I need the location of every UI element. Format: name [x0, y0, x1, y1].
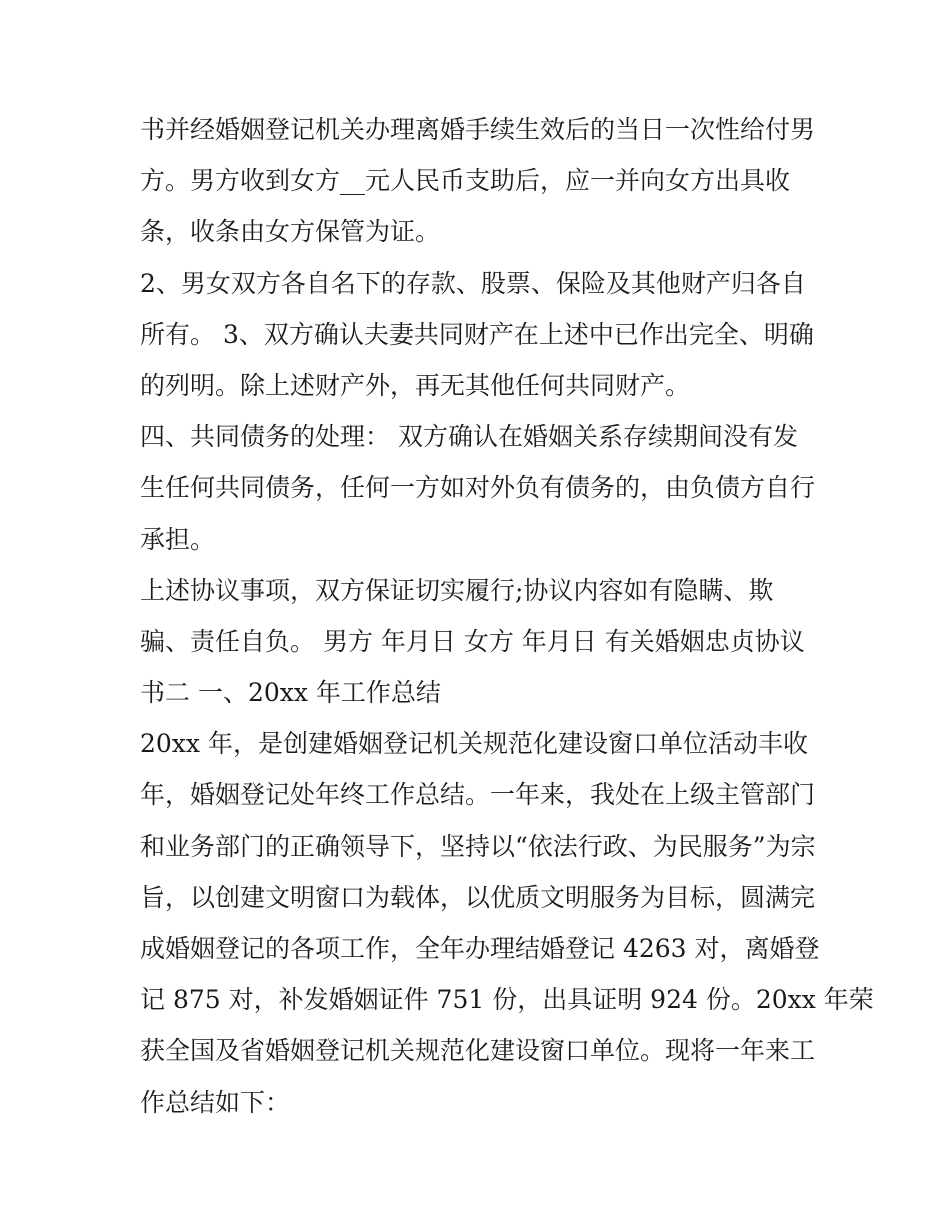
text-line: 四、共同债务的处理： 双方确认在婚姻关系存续期间没有发	[140, 422, 798, 452]
text-line: 方。男方收到女方__元人民币支助后，应一并向女方出具收	[140, 166, 791, 196]
text-line: 获全国及省婚姻登记机关规范化建设窗口单位。现将一年来工	[140, 1036, 816, 1066]
text-line: 上述协议事项，双方保证切实履行;协议内容如有隐瞒、欺	[140, 575, 774, 605]
text-line: 书并经婚姻登记机关办理离婚手续生效后的当日一次性给付男	[140, 115, 816, 144]
text-line: 作总结如下：	[140, 1087, 291, 1117]
text-line: 20xx 年，是创建婚姻登记机关规范化建设窗口单位活动丰收	[140, 729, 808, 759]
text-line: 书二 一、20xx 年工作总结	[140, 678, 441, 708]
text-line: 年，婚姻登记处年终工作总结。一年来，我处在上级主管部门	[140, 780, 816, 810]
text-line: 骗、责任自负。 男方 年月日 女方 年月日 有关婚姻忠贞协议	[140, 626, 805, 656]
text-line: 和业务部门的正确领导下，坚持以“依法行政、为民服务”为宗	[140, 831, 816, 861]
text-line: 条，收条由女方保管为证。	[140, 217, 441, 247]
text-line: 的列明。除上述财产外，再无其他任何共同财产。	[140, 370, 691, 400]
document-body	[140, 104, 874, 1128]
text-line: 所有。 3、双方确认夫妻共同财产在上述中已作出完全、明确	[140, 319, 814, 349]
text-line: 生任何共同债务，任何一方如对外负有债务的，由负债方自行	[140, 473, 816, 503]
text-line: 成婚姻登记的各项工作，全年办理结婚登记 4263 对，离婚登	[140, 934, 820, 963]
text-line: 2、男女双方各自名下的存款、股票、保险及其他财产归各自	[140, 268, 806, 298]
text-line: 承担。	[140, 524, 216, 554]
text-line: 旨，以创建文明窗口为载体，以优质文明服务为目标，圆满完	[140, 882, 816, 912]
text-line: 记 875 对，补发婚姻证件 751 份，出具证明 924 份。20xx 年荣	[140, 985, 874, 1015]
